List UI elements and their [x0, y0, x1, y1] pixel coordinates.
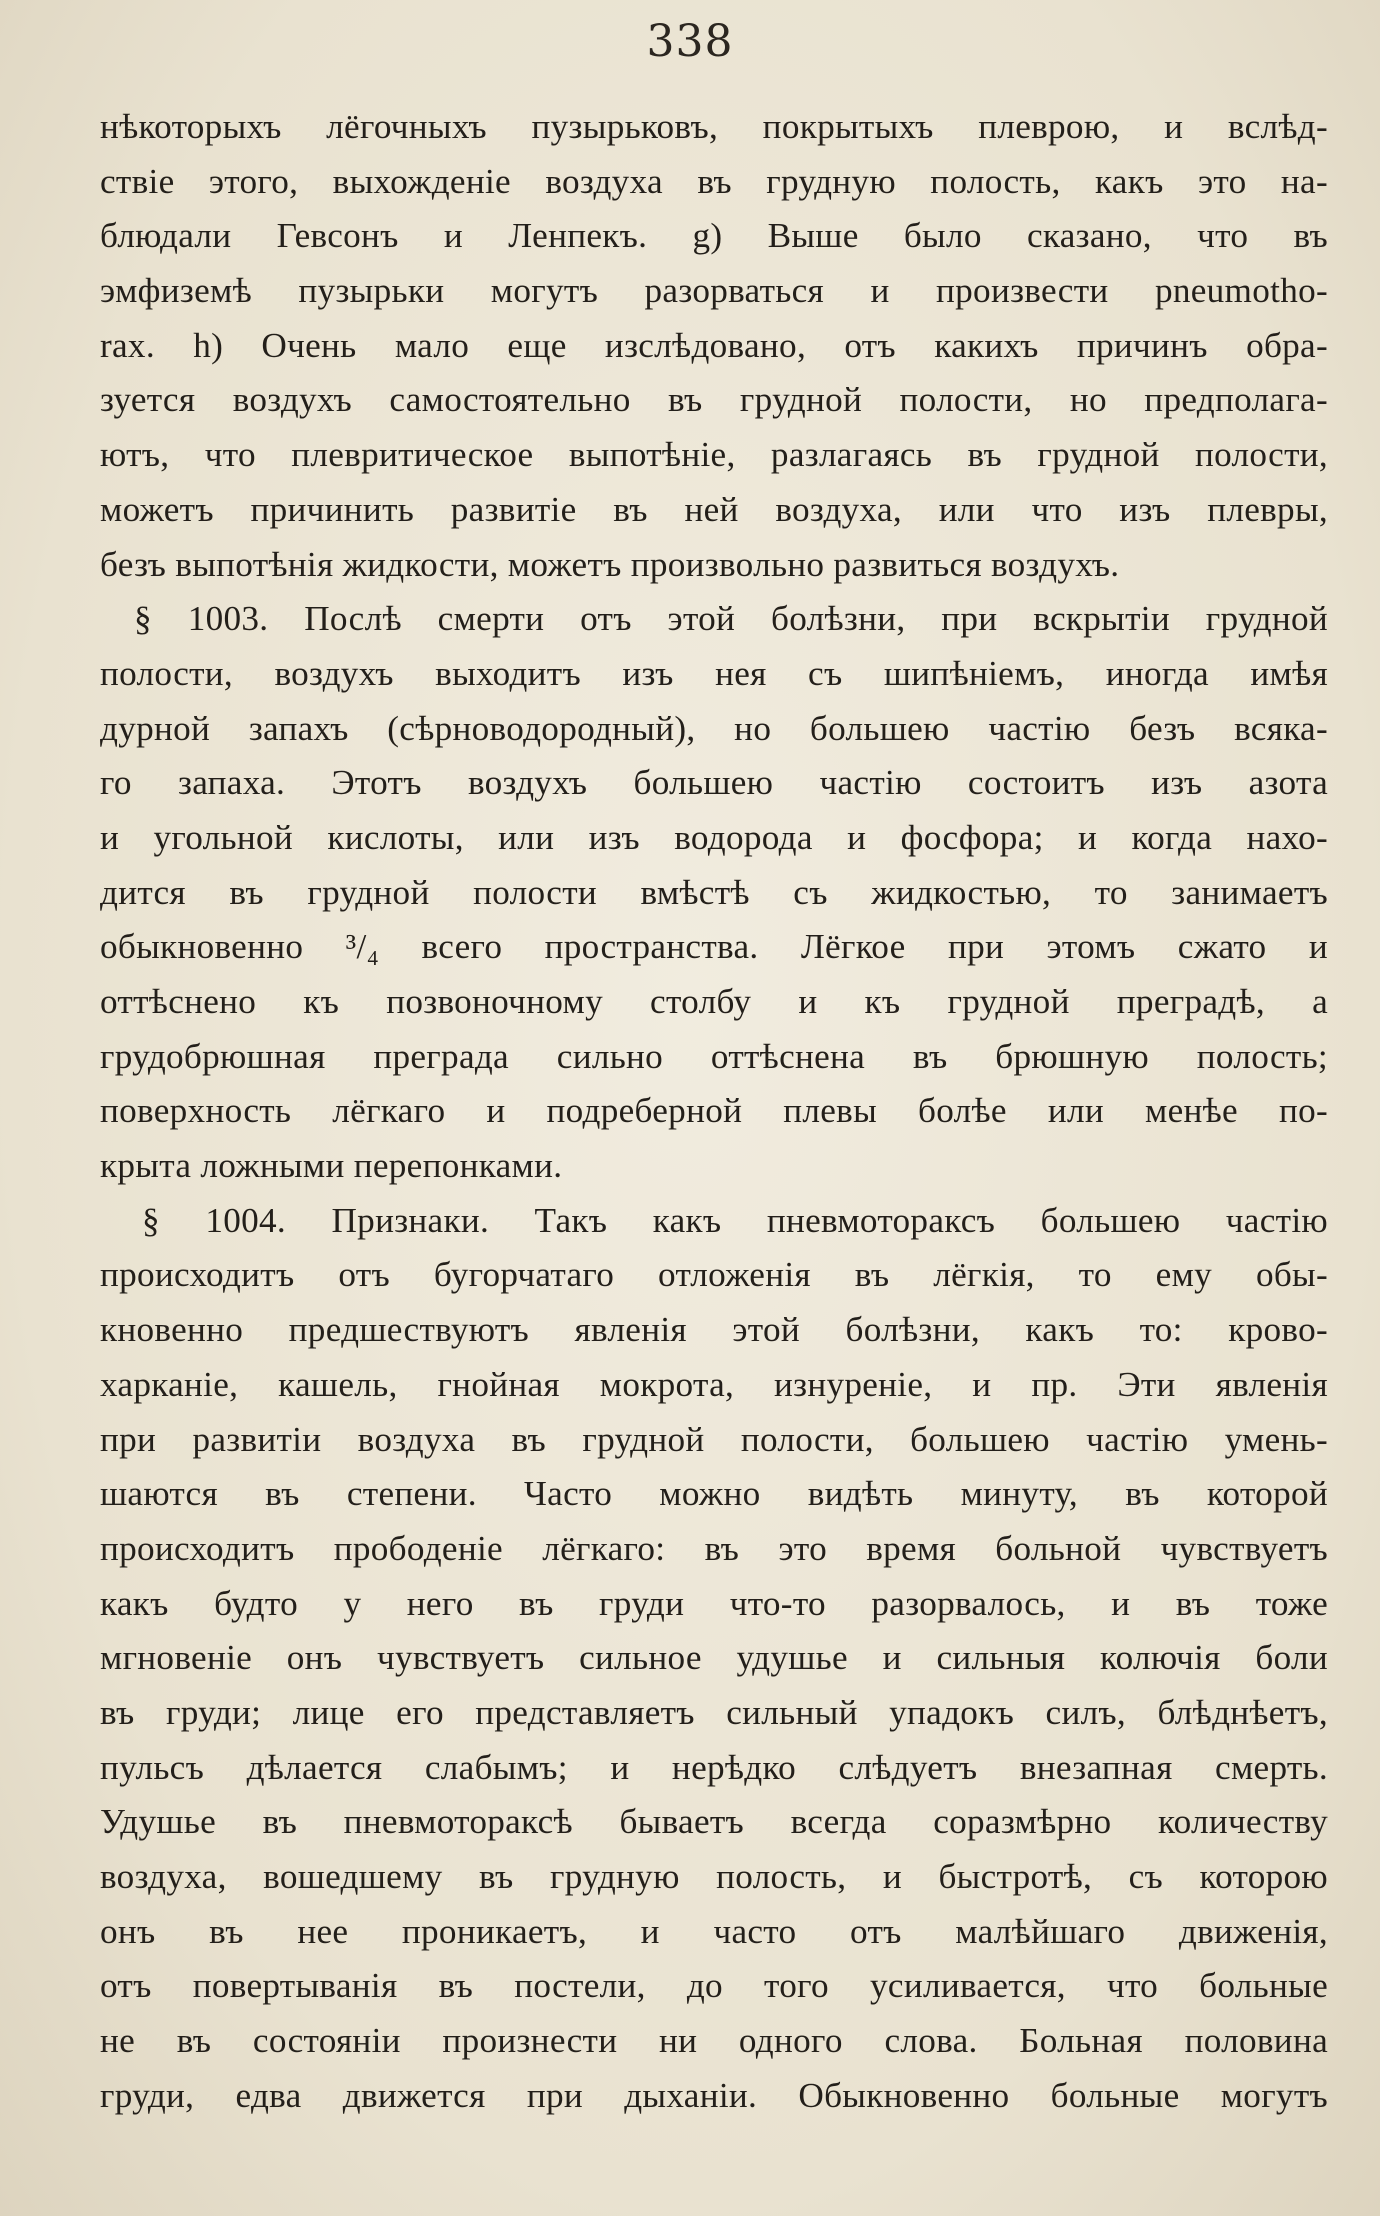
text-line: ютъ, что плевритическое выпотѣніе, разлагаясь въ грудной полости,	[100, 435, 1328, 475]
text-line: отъ повертыванія въ постели, до того усиливается, что больные	[100, 1966, 1328, 2006]
text-line: мгновеніе онъ чувствуетъ сильное удушье и сильныя колючія боли	[100, 1638, 1328, 1678]
text-line: происходитъ отъ бугорчатаго отложенія въ лёгкія, то ему обы-	[100, 1255, 1328, 1295]
text-line: какъ будто у него въ груди что-то разорвалось, и въ тоже	[100, 1583, 1328, 1623]
text-line: пульсъ дѣлается слабымъ; и нерѣдко слѣдуетъ внезапная смерть.	[100, 1747, 1328, 1787]
text-line: зуется воздухъ самостоятельно въ грудной полости, но предполага-	[100, 380, 1328, 420]
text-line: и угольной кислоты, или изъ водорода и фосфора; и когда нахо-	[100, 817, 1328, 857]
text-line: rax. h) Очень мало еще изслѣдовано, отъ какихъ причинъ обра-	[100, 325, 1328, 365]
text-line: воздуха, вошедшему въ грудную полость, и быстротѣ, съ которою	[100, 1857, 1328, 1896]
text-line: въ груди; лице его представляетъ сильный упадокъ силъ, блѣднѣетъ,	[100, 1692, 1328, 1732]
text-line: харканіе, кашель, гнойная мокрота, изнуреніе, и пр. Эти явленія	[100, 1364, 1328, 1404]
text-line: крыта ложными перепонками.	[100, 1146, 563, 1186]
text-line: не въ состояніи произнести ни одного слова. Больная половина	[100, 2021, 1328, 2061]
section-heading-line: § 1004. Признаки. Такъ какъ пневмотораксъ большею частію	[142, 1200, 1328, 1240]
text-line: груди, едва движется при дыханіи. Обыкновенно больные могутъ	[100, 2075, 1328, 2115]
text-line: обыкновенно ³/₄ всего пространства. Лёгкое при этомъ сжато и	[100, 927, 1328, 967]
text-line: эмфиземѣ пузырьки могутъ разорваться и произвести pneumotho-	[100, 271, 1328, 311]
text-line: кновенно предшествуютъ явленія этой болѣзни, какъ то: крово-	[100, 1310, 1328, 1350]
text-line: происходитъ прободеніе лёгкаго: въ это время больной чувствуетъ	[100, 1528, 1328, 1568]
text-line: го запаха. Этотъ воздухъ большею частію состоитъ изъ азота	[100, 763, 1328, 803]
page-number: 338	[646, 16, 734, 67]
text-line: безъ выпотѣнія жидкости, можетъ произвольно развиться воздухъ.	[100, 544, 1120, 584]
text-line: Удушье въ пневмотораксѣ бываетъ всегда соразмѣрно количеству	[100, 1802, 1328, 1842]
text-line: нѣкоторыхъ лёгочныхъ пузырьковъ, покрытыхъ плеврою, и вслѣд-	[100, 107, 1328, 146]
text-line: полости, воздухъ выходитъ изъ нея съ шипѣніемъ, иногда имѣя	[100, 653, 1328, 693]
body-text	[100, 100, 1328, 2123]
text-line: грудобрюшная преграда сильно оттѣснена въ брюшную полость;	[100, 1036, 1328, 1076]
text-line: дурной запахъ (сѣрноводородный), но большею частію безъ всяка-	[100, 708, 1328, 748]
text-line: поверхность лёгкаго и подреберной плевы болѣе или менѣе по-	[100, 1091, 1328, 1131]
text-line: оттѣснено къ позвоночному столбу и къ грудной преградѣ, а	[100, 982, 1328, 1021]
text-line: можетъ причинить развитіе въ ней воздуха, или что изъ плевры,	[100, 489, 1328, 529]
text-line: шаются въ степени. Часто можно видѣть минуту, въ которой	[100, 1474, 1328, 1514]
text-line: дится въ грудной полости вмѣстѣ съ жидкостью, то занимаетъ	[100, 872, 1328, 912]
text-line: онъ въ нее проникаетъ, и часто отъ малѣйшаго движенія,	[100, 1911, 1328, 1951]
text-line: ствіе этого, выхожденіе воздуха въ грудную полость, какъ это на-	[100, 161, 1328, 201]
text-line: блюдали Гевсонъ и Ленпекъ. g) Выше было сказано, что въ	[100, 216, 1328, 256]
text-line: при развитіи воздуха въ грудной полости, большею частію умень-	[100, 1419, 1328, 1459]
section-heading-line: § 1003. Послѣ смерти отъ этой болѣзни, при вскрытіи грудной	[134, 599, 1328, 639]
